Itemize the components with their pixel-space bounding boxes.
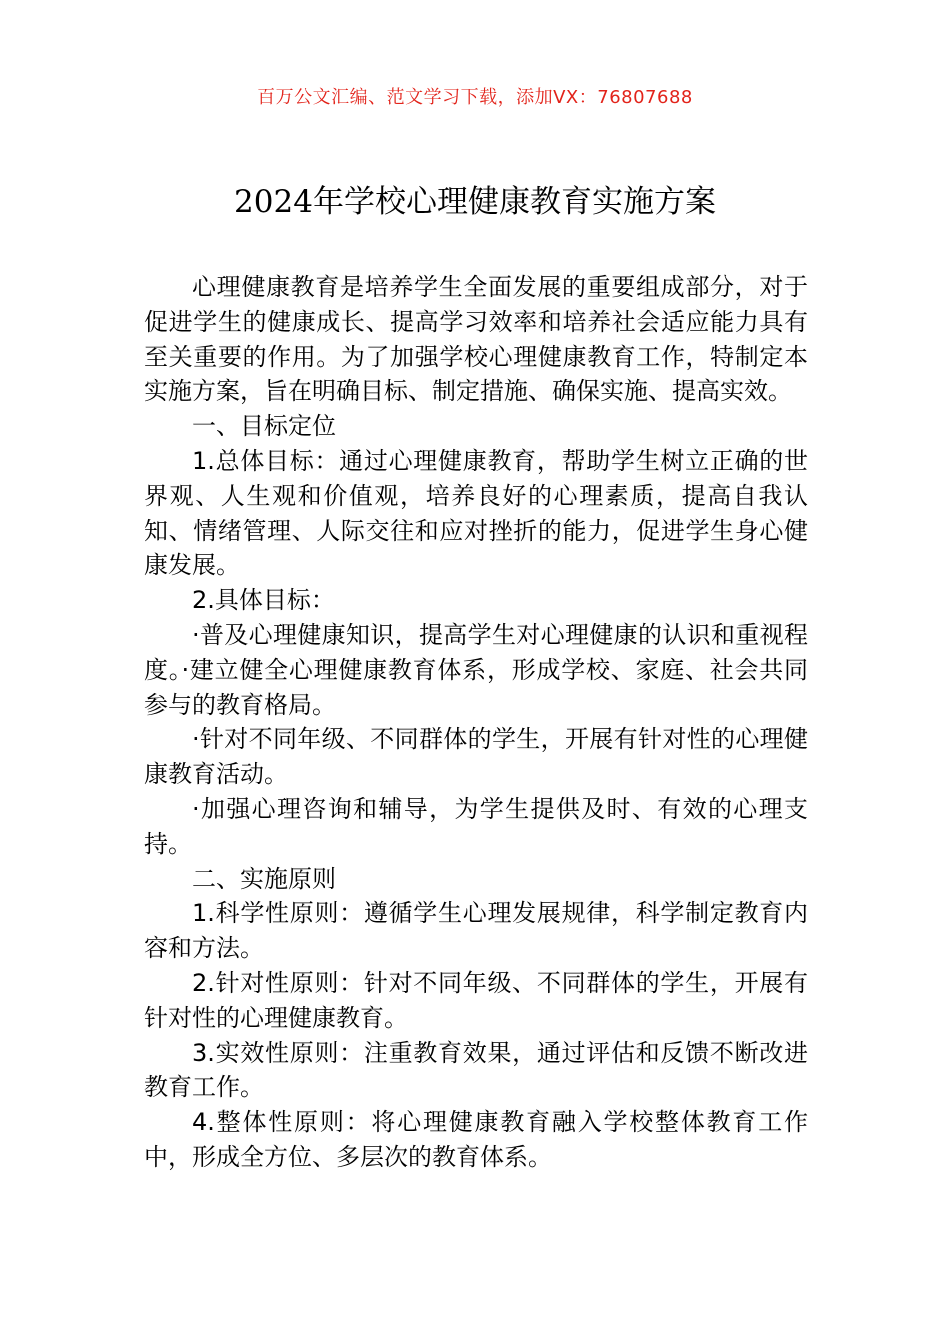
specific-goal-item: ·加强心理咨询和辅导，为学生提供及时、有效的心理支持。 bbox=[144, 794, 808, 858]
section-heading-principles: 二、实施原则 bbox=[192, 864, 336, 893]
intro-paragraph: 心理健康教育是培养学生全面发展的重要组成部分，对于促进学生的健康成长、提高学习效率和培养社会适应能力具有至关重要的作用。为了加强学校心理健康教育工作，特制定本实施方案，旨在明确目标、制定措施、确保实施、提高实效。 bbox=[144, 273, 808, 406]
specific-goals-heading: 2.具体目标： bbox=[192, 586, 335, 615]
overall-goal-paragraph: 1.总体目标：通过心理健康教育，帮助学生树立正确的世界观、人生观和价值观，培养良好的心理素质，提高自我认知、情绪管理、人际交往和应对挫折的能力，促进学生身心健康发展。 bbox=[144, 446, 808, 580]
document-title: 2024年学校心理健康教育实施方案 bbox=[234, 184, 716, 220]
principle-item: 4.整体性原则：将心理健康教育融入学校整体教育工作中，形成全方位、多层次的教育体系。 bbox=[144, 1108, 808, 1171]
principle-item: 3.实效性原则：注重教育效果，通过评估和反馈不断改进教育工作。 bbox=[144, 1038, 808, 1102]
header-download-note: 百万公文汇编、范文学习下载，添加VX：76807688 bbox=[257, 87, 693, 108]
principle-item: 1.科学性原则：遵循学生心理发展规律，科学制定教育内容和方法。 bbox=[144, 899, 808, 963]
specific-goal-item: ·针对不同年级、不同群体的学生，开展有针对性的心理健康教育活动。 bbox=[144, 725, 808, 789]
principle-item: 2.针对性原则：针对不同年级、不同群体的学生，开展有针对性的心理健康教育。 bbox=[144, 968, 808, 1032]
specific-goal-item: ·普及心理健康知识，提高学生对心理健康的认识和重视程度。·建立健全心理健康教育体系，形成学校、家庭、社会共同参与的教育格局。 bbox=[144, 620, 808, 719]
section-heading-goals: 一、目标定位 bbox=[192, 412, 336, 441]
document-body bbox=[144, 270, 808, 1175]
